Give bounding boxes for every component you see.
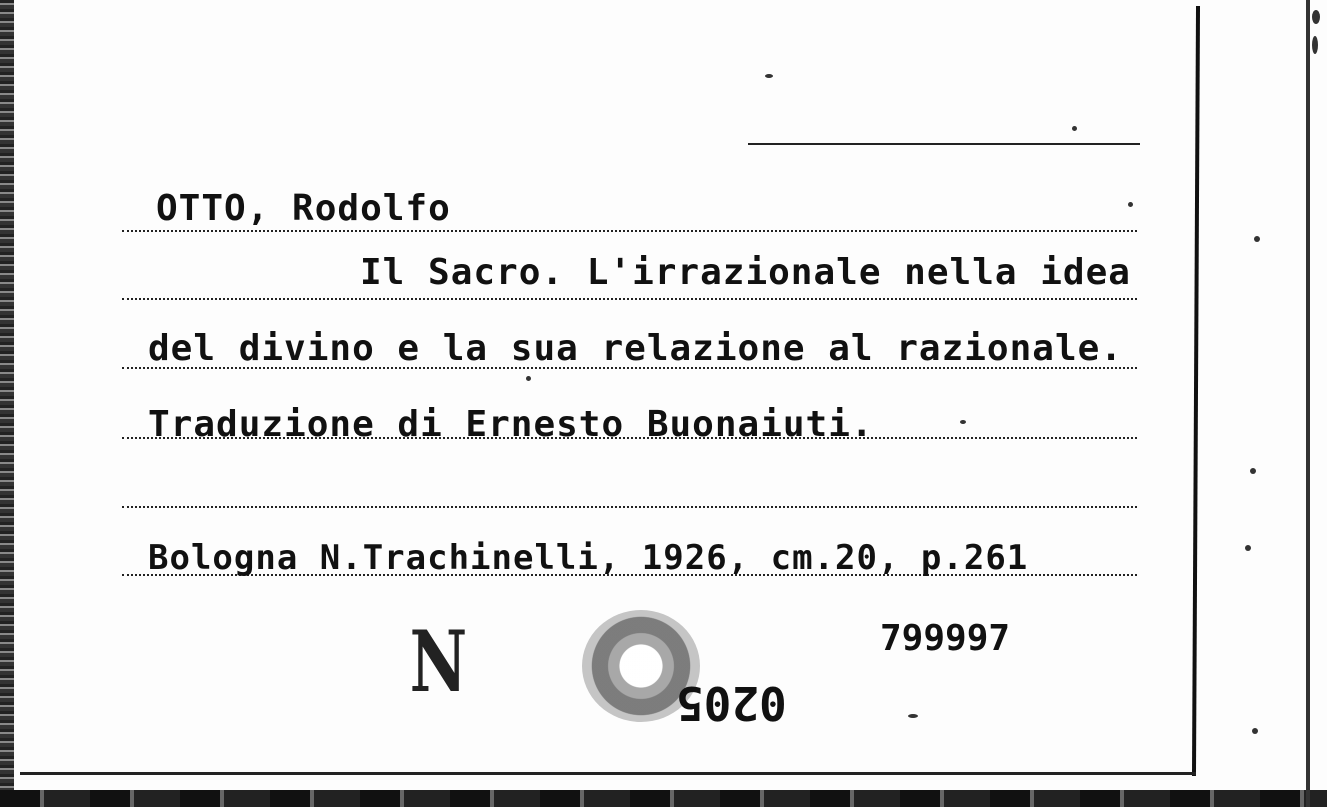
speck bbox=[1128, 202, 1133, 207]
card-left-edge bbox=[0, 0, 14, 807]
rule-top bbox=[748, 143, 1140, 145]
card-bottom-border bbox=[20, 772, 1196, 775]
rule-line-2 bbox=[122, 298, 1137, 300]
speck bbox=[1072, 126, 1077, 131]
speck bbox=[526, 376, 531, 381]
card-right-border bbox=[1192, 6, 1200, 776]
imprint-line: Bologna N.Trachinelli, 1926, cm.20, p.261 bbox=[148, 538, 1029, 578]
title-line-2: del divino e la sua relazione al razionale. bbox=[148, 328, 1123, 369]
shelf-letter-stamp: N bbox=[409, 612, 468, 711]
title-line-3: Traduzione di Ernesto Buonaiuti. bbox=[148, 404, 874, 445]
rule-line-1 bbox=[122, 230, 1137, 232]
title-line-1: Il Sacro. L'irrazionale nella idea bbox=[360, 252, 1131, 293]
author-name: OTTO, Rodolfo bbox=[156, 188, 451, 229]
speck bbox=[1312, 10, 1320, 24]
speck bbox=[1245, 545, 1251, 551]
speck bbox=[765, 74, 773, 78]
speck bbox=[1252, 728, 1258, 734]
speck bbox=[1312, 36, 1318, 54]
speck bbox=[960, 420, 966, 424]
card-bottom-edge bbox=[0, 790, 1327, 807]
rule-line-5 bbox=[122, 506, 1137, 508]
speck bbox=[1250, 468, 1256, 474]
accession-number: 799997 bbox=[880, 618, 1011, 659]
speck bbox=[908, 714, 918, 718]
card-outer-border bbox=[1306, 0, 1310, 807]
catalog-number-stamp: 0205 bbox=[676, 676, 787, 730]
speck bbox=[1254, 236, 1260, 242]
